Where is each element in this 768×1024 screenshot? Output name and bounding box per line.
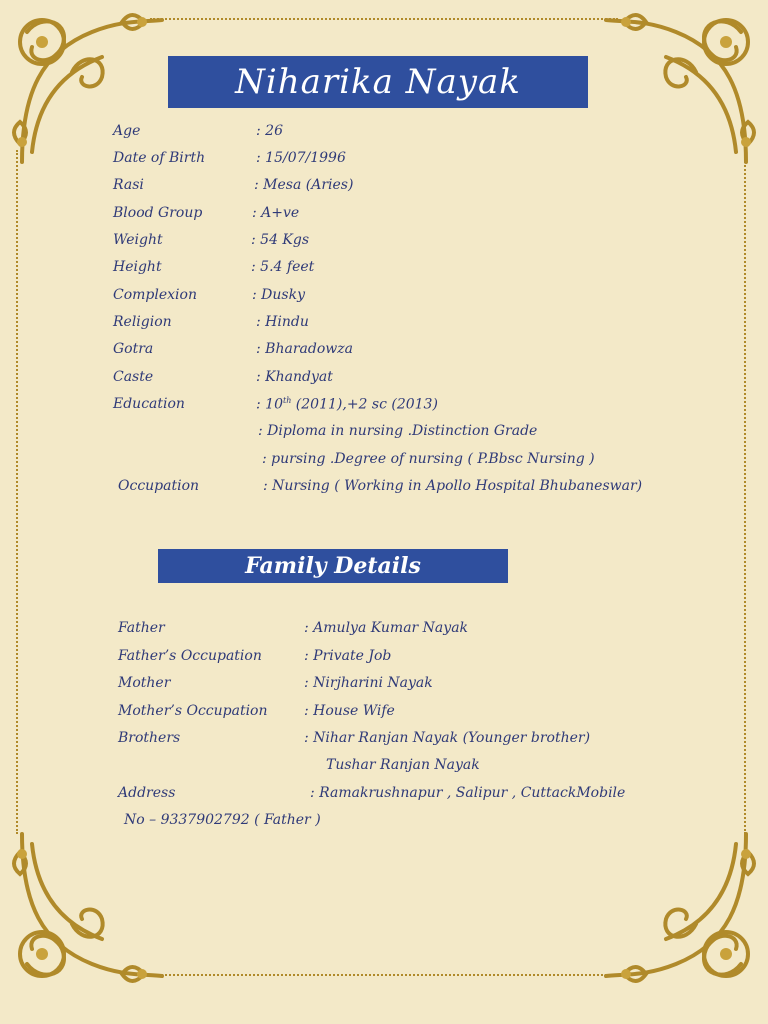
detail-value: : Khandyat xyxy=(256,369,333,385)
corner-ornament-bottom-left xyxy=(2,824,172,994)
frame-border-bottom xyxy=(150,974,618,976)
detail-value: : 26 xyxy=(256,123,283,139)
frame-border-left xyxy=(16,150,18,834)
corner-ornament-top-left xyxy=(2,2,172,172)
name-title-banner xyxy=(168,56,588,108)
detail-label: Height xyxy=(113,259,162,275)
corner-ornament-bottom-right xyxy=(596,824,766,994)
education-line-1 xyxy=(256,396,438,413)
detail-value: : Nursing ( Working in Apollo Hospital Bhubaneswar) xyxy=(263,478,643,494)
frame-border-top xyxy=(150,18,618,20)
education-superscript: th xyxy=(282,396,292,405)
detail-label: Religion xyxy=(113,314,172,330)
detail-label: Complexion xyxy=(113,287,197,303)
family-label: Mother’s Occupation xyxy=(118,703,268,719)
detail-value: : Dusky xyxy=(252,287,305,303)
family-label: Mother xyxy=(118,675,171,691)
family-value: : Nihar Ranjan Nayak (Younger brother) xyxy=(304,730,591,746)
detail-label: Occupation xyxy=(118,478,200,494)
education-years: (2011),+2 sc (2013) xyxy=(291,396,438,413)
family-value: : Private Job xyxy=(304,648,392,664)
education-line-3: : pursing .Degree of nursing ( P.Bbsc Nursing ) xyxy=(262,451,595,467)
detail-label: Age xyxy=(113,123,141,139)
detail-label: Caste xyxy=(113,369,154,385)
family-value: : Ramakrushnapur , Salipur , CuttackMobile xyxy=(310,785,626,801)
education-line-2: : Diploma in nursing .Distinction Grade xyxy=(258,423,538,439)
detail-label: Gotra xyxy=(113,341,154,357)
detail-value: : A+ve xyxy=(252,205,300,221)
detail-value: : 15/07/1996 xyxy=(256,150,346,166)
family-label: Father’s Occupation xyxy=(118,648,262,664)
education-prefix: : 10 xyxy=(256,396,283,413)
corner-ornament-top-right xyxy=(596,2,766,172)
family-label: Brothers xyxy=(118,730,181,746)
detail-value: : 54 Kgs xyxy=(251,232,310,248)
family-value: : Amulya Kumar Nayak xyxy=(304,620,469,636)
detail-value: : Hindu xyxy=(256,314,309,330)
family-label: Father xyxy=(118,620,165,636)
mobile-number: No – 9337902792 ( Father ) xyxy=(124,812,321,828)
section-title: Family Details xyxy=(245,553,421,579)
detail-label: Rasi xyxy=(113,177,144,193)
detail-label: Date of Birth xyxy=(113,150,206,166)
frame-border-right xyxy=(744,150,746,834)
detail-label: Education xyxy=(113,396,185,412)
detail-value: : Mesa (Aries) xyxy=(254,177,354,193)
detail-label: Weight xyxy=(113,232,163,248)
detail-label: Blood Group xyxy=(113,205,203,221)
family-value: : Nirjharini Nayak xyxy=(304,675,433,691)
family-value: Tushar Ranjan Nayak xyxy=(326,757,480,773)
family-value: : House Wife xyxy=(304,703,395,719)
family-details-banner xyxy=(158,549,508,583)
detail-value: : 5.4 feet xyxy=(251,259,315,275)
person-name: Niharika Nayak xyxy=(235,62,521,102)
family-label: Address xyxy=(118,785,176,801)
detail-value: : Bharadowza xyxy=(256,341,353,357)
